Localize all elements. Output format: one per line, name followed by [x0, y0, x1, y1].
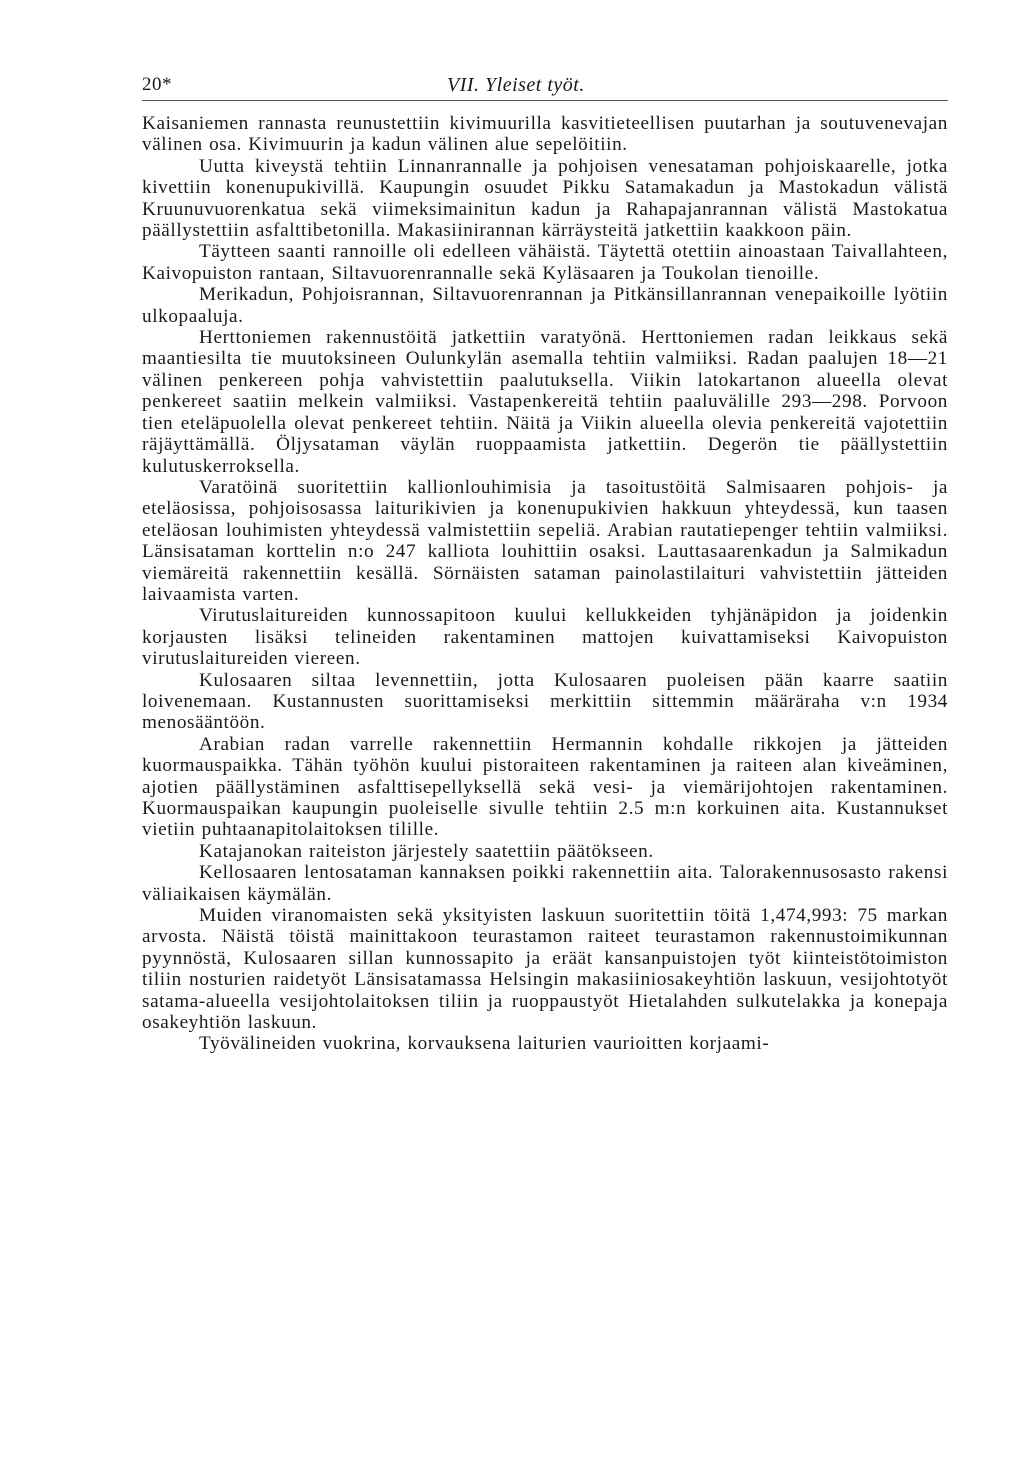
paragraph: Kulosaaren siltaa levennettiin, jotta Kulosaaren puoleisen pään kaarre saatiin loivenemaan. Kustannusten suorittamiseksi merkittiin sittemmin määräraha v:n 1934 menosääntöön. — [142, 669, 948, 734]
paragraph: Herttoniemen rakennustöitä jatkettiin varatyönä. Herttoniemen radan leikkaus sekä maantiesilta tie muutoksineen Oulunkylän asemalla tehtiin valmiiksi. Radan paalujen 18—21 välinen penkereen pohja vahvistettiin paalutuksella. Viikin latokartanon alueella olevat penkereet saatiin melkein valmiiksi. Vastapenkereitä tehtiin paaluvälille 293—298. Porvoon tien eteläpuolella olevat penkereet tehtiin. Näitä ja Viikin alueella olevia penkereitä vajotettiin räjäyttämällä. Öljysataman väylän ruoppaamista jatkettiin. Degerön tie päällystettiin kulutuskerroksella. — [142, 327, 948, 477]
paragraph: Kellosaaren lentosataman kannaksen poikki rakennettiin aita. Talorakennusosasto rakensi väliaikaisen käymälän. — [142, 862, 948, 905]
paragraph: Arabian radan varrelle rakennettiin Hermannin kohdalle rikkojen ja jätteiden kuormauspaikka. Tähän työhön kuului pistoraiteen rakentaminen ja raiteen alan kiveäminen, ajotien päällystäminen asfalttisepellyksellä sekä vesi- ja viemärijohtojen rakentaminen. Kuormauspaikan kaupungin puoleiselle sivulle tehtiin 2.5 m:n korkuinen aita. Kustannukset vietiin puhtaanapitolaitoksen tilille. — [142, 733, 948, 841]
paragraph: Merikadun, Pohjoisrannan, Siltavuorenrannan ja Pitkänsillanrannan venepaikoille lyötiin ulkopaaluja. — [142, 284, 948, 327]
page-number: 20* — [142, 74, 172, 95]
paragraph: Varatöinä suoritettiin kallionlouhimisia ja tasoitustöitä Salmisaaren pohjois- ja eteläosissa, pohjoisosassa laiturikivien ja konenupukivien hakkuun yhteydessä, kun taasen eteläosan louhimisten yhteydessä valmistettiin sepeliä. Arabian rautatiepenger tehtiin valmiiksi. Länsisataman korttelin n:o 247 kalliota louhittiin osaksi. Lauttasaarenkadun ja Salmikadun viemäreitä rakennettiin kesällä. Sörnäisten sataman painolastilaituri vahvistettiin jätteiden laivaamista varten. — [142, 476, 948, 605]
paragraph: Katajanokan raiteiston järjestely saatettiin päätökseen. — [199, 840, 654, 862]
body-text — [142, 113, 948, 1055]
paragraph: Kaisaniemen rannasta reunustettiin kivimuurilla kasvitieteellisen puutarhan ja soutuvenevajan välinen osa. Kivimuurin ja kadun välinen alue sepelöitiin. — [142, 113, 948, 156]
paragraph: Työvälineiden vuokrina, korvauksena laiturien vaurioitten korjaami- — [199, 1033, 770, 1055]
header-rule — [142, 100, 948, 101]
page-header — [142, 74, 948, 102]
paragraph: Muiden viranomaisten sekä yksityisten laskuun suoritettiin töitä 1,474,993: 75 markan arvosta. Näistä töistä mainittakoon teurastamon raiteet teurastamon rakennustoimikunnan pyynnöstä, Kulosaaren sillan kunnossapito ja eräät kansanpuistojen työt kiinteistötoimiston tiliin nosturien raidetyöt Länsisatamassa Helsingin makasiiniosakeyhtiön laskuun, vesijohtotyöt satama-alueella vesijohtolaitoksen tiliin ja ruoppaustyöt Hietalahden sulkutelakka ja konepaja osakeyhtiön laskuun. — [142, 905, 948, 1034]
paragraph: Virutuslaitureiden kunnossapitoon kuului kellukkeiden tyhjänäpidon ja joidenkin korjausten lisäksi telineiden rakentaminen mattojen kuivattamiseksi Kaivopuiston virutuslaitureiden viereen. — [142, 605, 948, 670]
paragraph: Uutta kiveystä tehtiin Linnanrannalle ja pohjoisen venesataman pohjoiskaarelle, jotka kivettiin konenupukivillä. Kaupungin osuudet Pikku Satamakadun ja Mastokadun välistä Kruunuvuorenkatua sekä viimeksimainitun kadun ja Rahapajanrannan välistä Mastokatua päällystettiin asfalttibetonilla. Makasiinirannan kärräysteitä jatkettiin kaakkoon päin. — [142, 155, 948, 242]
running-title: VII. Yleiset työt. — [447, 74, 585, 96]
paragraph: Täytteen saanti rannoille oli edelleen vähäistä. Täytettä otettiin ainoastaan Taivallahteen, Kaivopuiston rantaan, Siltavuorenrannalle sekä Kyläsaaren ja Toukolan tienoille. — [142, 241, 948, 284]
